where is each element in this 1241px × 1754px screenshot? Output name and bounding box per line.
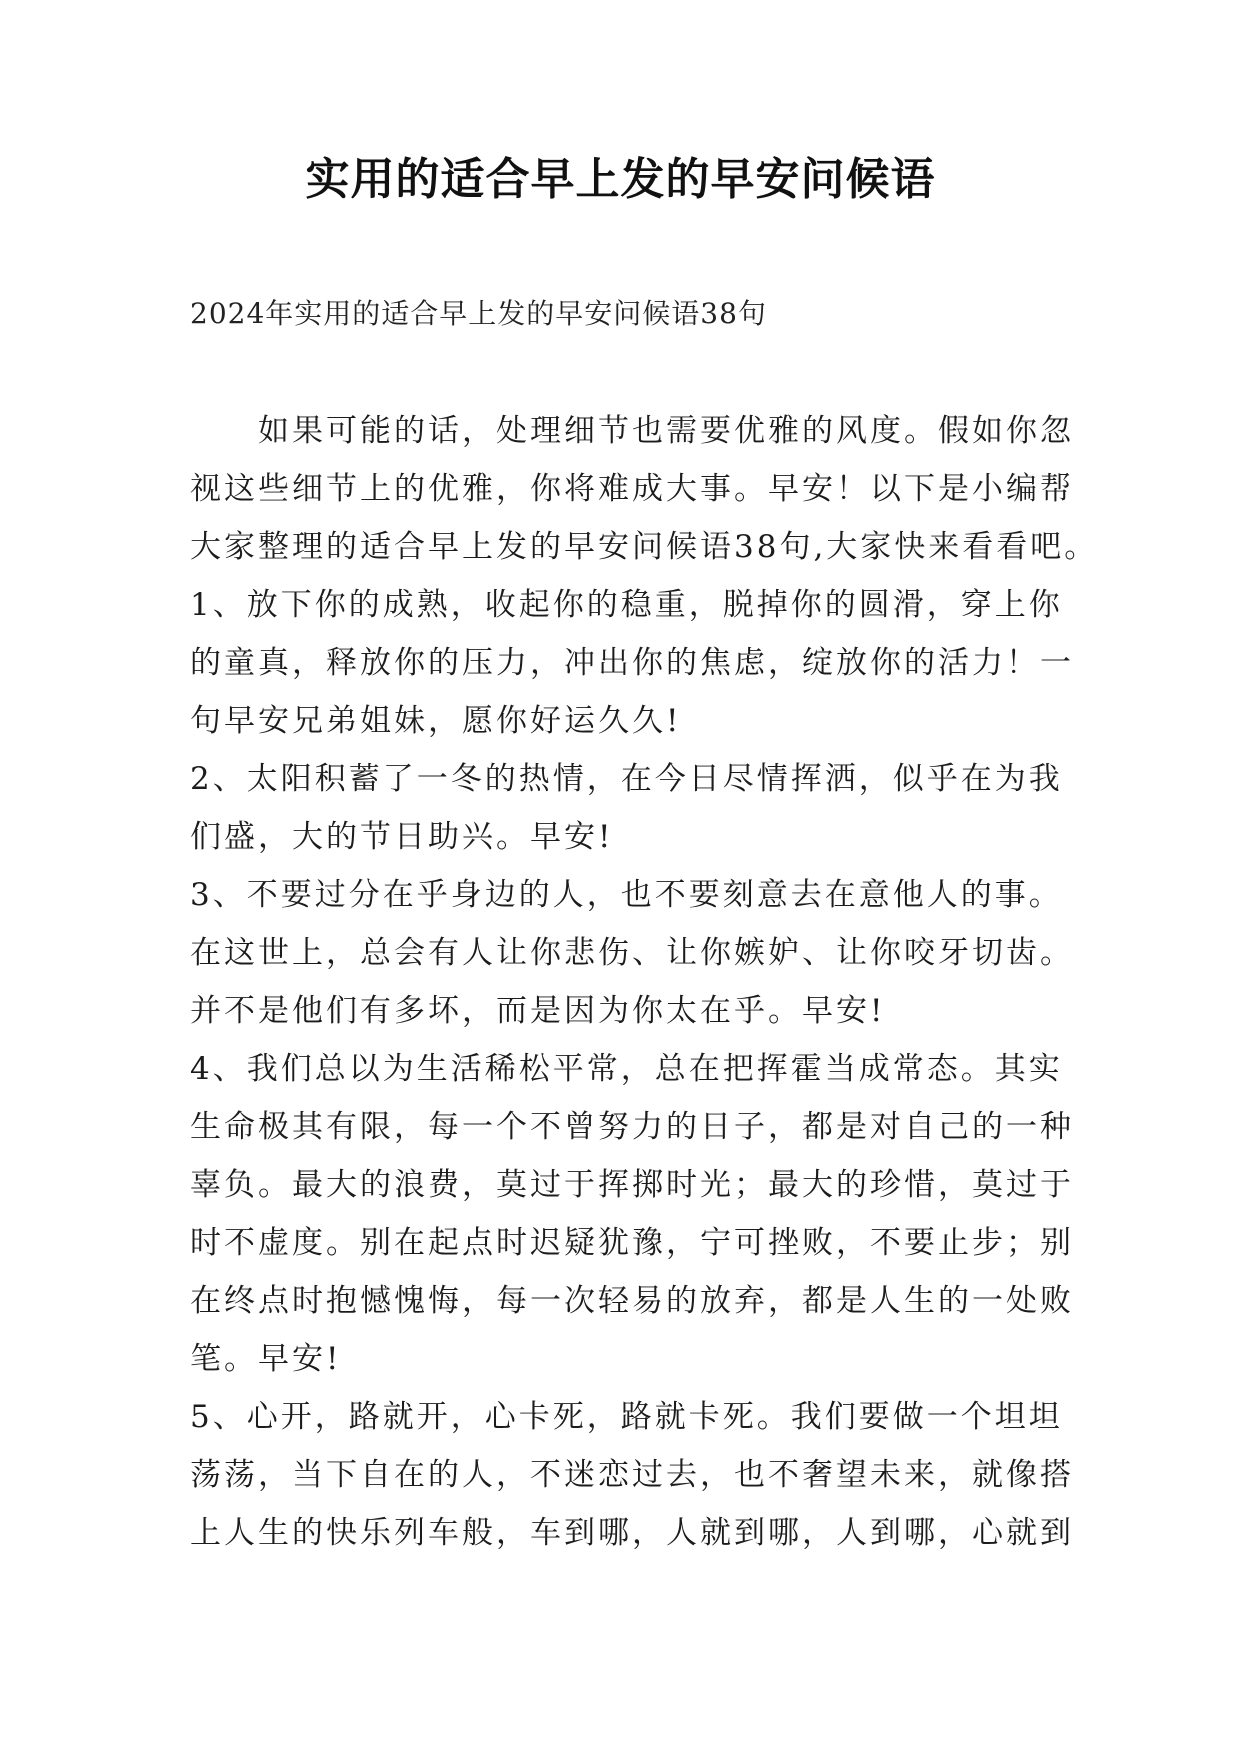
body-line: 2、太阳积蓄了一冬的热情，在今日尽情挥洒，似乎在为我	[190, 761, 1063, 797]
body-line: 4、我们总以为生活稀松平常，总在把挥霍当成常态。其实	[190, 1051, 1063, 1087]
body-line: 并不是他们有多坏，而是因为你太在乎。早安!	[190, 993, 886, 1029]
body-line: 的童真，释放你的压力，冲出你的焦虑，绽放你的活力！一	[190, 645, 1074, 681]
document-title: 实用的适合早上发的早安问候语	[305, 154, 936, 205]
body-line: 们盛，大的节日助兴。早安!	[190, 819, 614, 855]
body-line: 辜负。最大的浪费，莫过于挥掷时光；最大的珍惜，莫过于	[190, 1167, 1074, 1203]
body-line: 在终点时抱憾愧悔，每一次轻易的放弃，都是人生的一处败	[190, 1283, 1074, 1319]
body-line: 视这些细节上的优雅，你将难成大事。早安！以下是小编帮	[190, 471, 1074, 507]
body-line: 5、心开，路就开，心卡死，路就卡死。我们要做一个坦坦	[190, 1399, 1063, 1435]
body-line: 大家整理的适合早上发的早安问候语38句,大家快来看看吧。	[190, 529, 1099, 565]
body-line: 笔。早安!	[190, 1341, 342, 1377]
body-line: 句早安兄弟姐妹，愿你好运久久!	[190, 703, 682, 739]
document-body	[190, 402, 1099, 1562]
body-line: 在这世上，总会有人让你悲伤、让你嫉妒、让你咬牙切齿。	[190, 935, 1074, 971]
body-line: 1、放下你的成熟，收起你的稳重，脱掉你的圆滑，穿上你	[190, 587, 1063, 623]
body-line: 3、不要过分在乎身边的人，也不要刻意去在意他人的事。	[190, 877, 1063, 913]
body-line: 荡荡，当下自在的人，不迷恋过去，也不奢望未来，就像搭	[190, 1457, 1074, 1493]
body-line: 生命极其有限，每一个不曾努力的日子，都是对自己的一种	[190, 1109, 1074, 1145]
body-line: 时不虚度。别在起点时迟疑犹豫，宁可挫败，不要止步；别	[190, 1225, 1074, 1261]
body-line: 如果可能的话，处理细节也需要优雅的风度。假如你忽	[190, 413, 1074, 449]
body-line: 上人生的快乐列车般，车到哪，人就到哪，人到哪，心就到	[190, 1515, 1074, 1551]
document-subtitle: 2024年实用的适合早上发的早安问候语38句	[190, 297, 767, 330]
